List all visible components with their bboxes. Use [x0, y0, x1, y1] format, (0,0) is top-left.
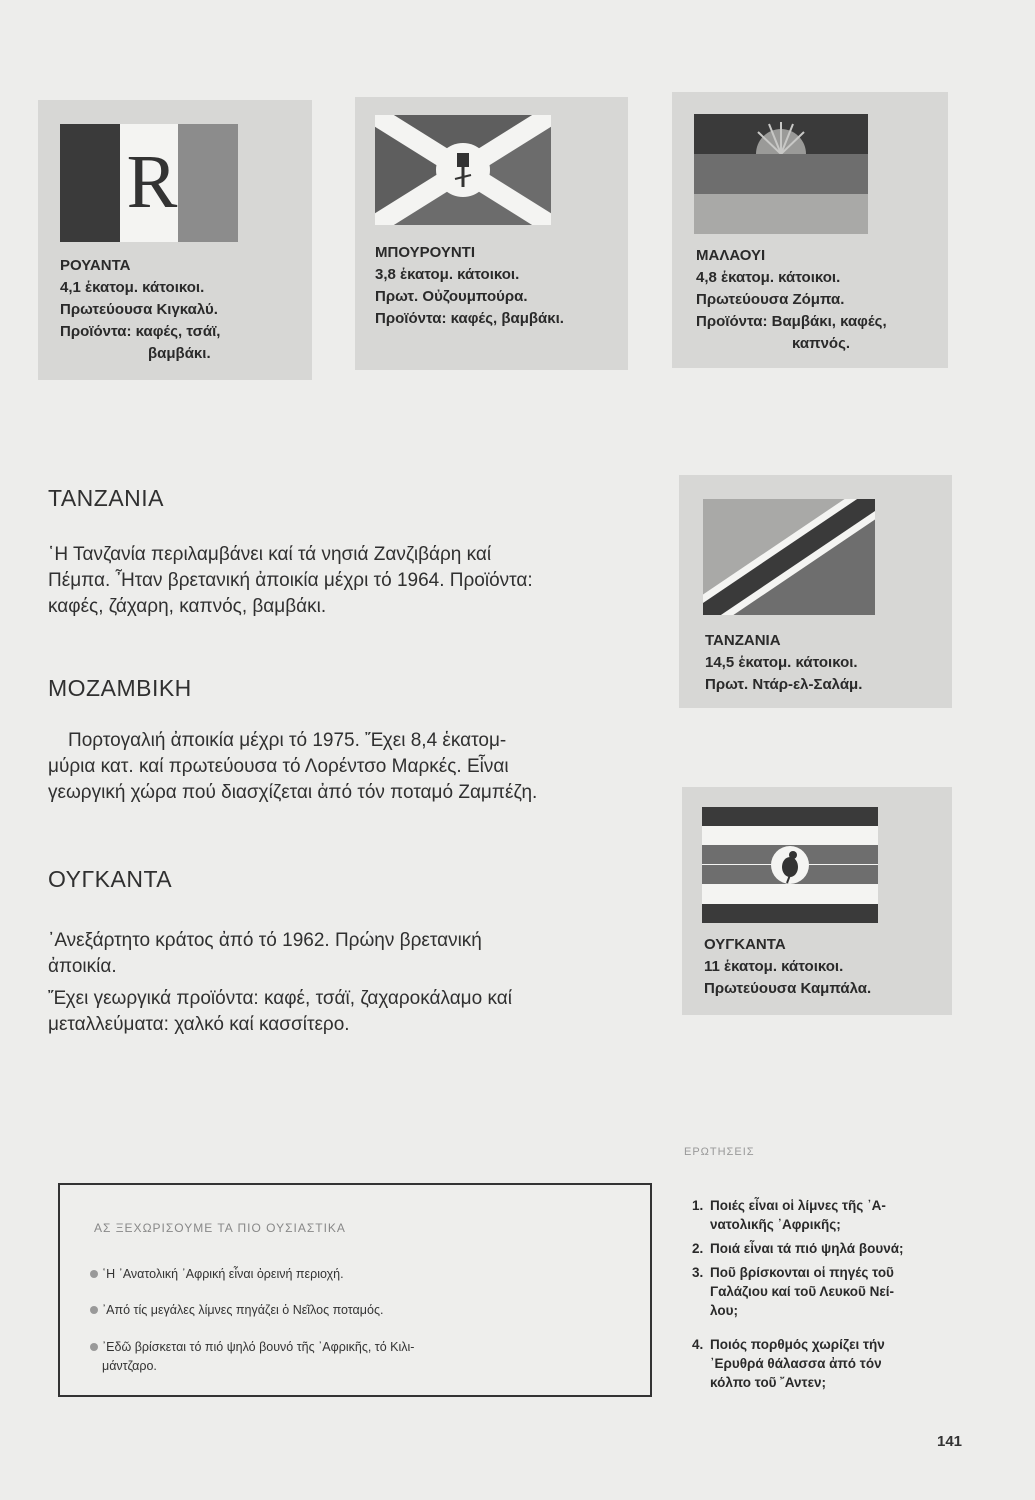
flag-caption-line: Πρωτεύουσα Κιγκαλύ. — [60, 301, 218, 318]
flag-caption-line: Πρωτ. Οὐζουμπούρα. — [375, 288, 528, 305]
flag-caption-line: Πρωτ. Ντάρ-ελ-Σαλάμ. — [705, 676, 863, 693]
rwanda-flag — [60, 124, 238, 242]
flag-caption-line: Πρωτεύουσα Καμπάλα. — [704, 980, 872, 997]
flag-caption-line: Προϊόντα: καφές, βαμβάκι. — [375, 310, 564, 327]
section-heading-uganda: ΟΥΓΚΑΝΤΑ — [48, 866, 173, 892]
question-item: 4. Ποιός πορθμός χωρίζει τήν ᾽Ερυθρά θάλασσα ἀπό τόν κόλπο τοῦ ῎Αντεν; — [692, 1337, 885, 1390]
rwanda-r-letter-icon: R — [126, 140, 178, 224]
tanzania-flag — [703, 499, 875, 615]
flag-caption-title: ΤΑΝΖΑΝΙΑ — [705, 632, 781, 649]
section-text-line: ᾽Ανεξάρτητο κράτος ἀπό τό 1962. Πρώην βρετανική — [48, 930, 482, 951]
uganda-crane-emblem-icon — [770, 845, 810, 885]
questions-title: ΕΡΩΤΗΣΕΙΣ — [684, 1146, 755, 1158]
burundi-flag — [375, 115, 551, 225]
section-text-line: καφές, ζάχαρη, καπνός, βαμβάκι. — [48, 596, 327, 617]
section-text-line: Πορτογαλιή ἀποικία μέχρι τό 1975. Ἔχει 8,4 ἑκατομ- — [68, 730, 507, 751]
flag-caption-line: 3,8 ἑκατομ. κάτοικοι. — [375, 266, 520, 283]
section-heading-tanzania: ΤΑΝΖΑΝΙΑ — [48, 485, 165, 511]
flag-card-rwanda — [38, 100, 312, 380]
bullet-icon — [90, 1306, 98, 1314]
flag-caption-title: ΜΑΛΑΟΥΙ — [696, 247, 766, 264]
bullet-icon — [90, 1343, 98, 1351]
flag-caption-line: καπνός. — [792, 335, 851, 352]
section-text-line: γεωργική χώρα πού διασχίζεται ἀπό τόν ποταμό Ζαμπέζη. — [48, 782, 538, 803]
question-item: 3. Ποῦ βρίσκονται οἱ πηγές τοῦ Γαλάζιου καί τοῦ Λευκοῦ Νεί- λου; — [692, 1265, 895, 1318]
flag-caption-line: 14,5 ἑκατομ. κάτοικοι. — [705, 654, 858, 671]
flag-caption-title: ΟΥΓΚΑΝΤΑ — [704, 936, 786, 953]
section-text-line: ῾Η Τανζανία περιλαμβάνει καί τά νησιά Ζανζιβάρη καί — [48, 544, 492, 565]
flag-card-uganda — [682, 787, 952, 1015]
flag-caption-line: Προϊόντα: Βαμβάκι, καφές, — [696, 313, 887, 330]
flag-caption-line: 4,1 ἑκατομ. κάτοικοι. — [60, 279, 205, 296]
flag-card-tanzania — [679, 475, 952, 708]
bullet-icon — [90, 1270, 98, 1278]
flag-caption-line: 11 ἑκατομ. κάτοικοι. — [704, 958, 844, 975]
summary-title: ΑΣ ΞΕΧΩΡΙΣΟΥΜΕ ΤΑ ΠΙΟ ΟΥΣΙΑΣΤΙΚΑ — [94, 1221, 346, 1235]
uganda-flag — [702, 807, 878, 923]
flag-caption-line: 4,8 ἑκατομ. κάτοικοι. — [696, 269, 841, 286]
summary-item: ῾Η ᾽Ανατολική ᾽Αφρική εἶναι ὀρεινή περιοχή. — [90, 1265, 344, 1283]
question-item: 1. Ποιές εἶναι οἱ λίμνες τῆς ᾽Α- νατολικῆς ᾽Αφρικῆς; — [692, 1198, 886, 1232]
section-text-line: Πέμπα. Ἦταν βρετανική ἀποικία μέχρι τό 1964. Προϊόντα: — [48, 570, 533, 591]
burundi-saltire-icon — [375, 115, 551, 225]
flag-caption-line: Προϊόντα: καφές, τσάϊ, — [60, 323, 221, 340]
summary-item: μάντζαρο. — [102, 1359, 157, 1373]
flag-caption-title: ΡΟΥΑΝΤΑ — [60, 257, 131, 274]
summary-item: ᾽Από τίς μεγάλες λίμνες πηγάζει ὁ Νεῖλος ποταμός. — [90, 1301, 383, 1319]
page-number: 141 — [937, 1433, 963, 1450]
flag-card-burundi — [355, 97, 628, 370]
summary-box — [58, 1183, 652, 1397]
malawi-rising-sun-icon — [694, 114, 868, 154]
flag-card-malawi — [672, 92, 948, 368]
malawi-flag — [694, 114, 868, 234]
section-text-line: Ἔχει γεωργικά προϊόντα: καφέ, τσάϊ, ζαχαροκάλαμο καί — [48, 988, 512, 1009]
flag-caption-line: Πρωτεύουσα Ζόμπα. — [696, 291, 845, 308]
flag-caption-title: ΜΠΟΥΡΟΥΝΤΙ — [375, 244, 476, 261]
tanzania-diagonal-band-icon — [703, 499, 875, 615]
section-text-line: μεταλλεύματα: χαλκό καί κασσίτερο. — [48, 1014, 350, 1035]
flag-caption-line: βαμβάκι. — [148, 345, 211, 362]
section-heading-mozambique: ΜΟΖΑΜΒΙΚΗ — [48, 675, 192, 701]
summary-item: ᾽Εδῶ βρίσκεται τό πιό ψηλό βουνό τῆς ᾽Αφρικῆς, τό Κιλι- — [90, 1338, 414, 1356]
question-item: 2. Ποιά εἶναι τά πιό ψηλά βουνά; — [692, 1241, 904, 1256]
section-text-line: ἀποικία. — [48, 956, 117, 977]
section-text-line: μύρια κατ. καί πρωτεύουσα τό Λορέντσο Μαρκές. Εἶναι — [48, 756, 509, 777]
